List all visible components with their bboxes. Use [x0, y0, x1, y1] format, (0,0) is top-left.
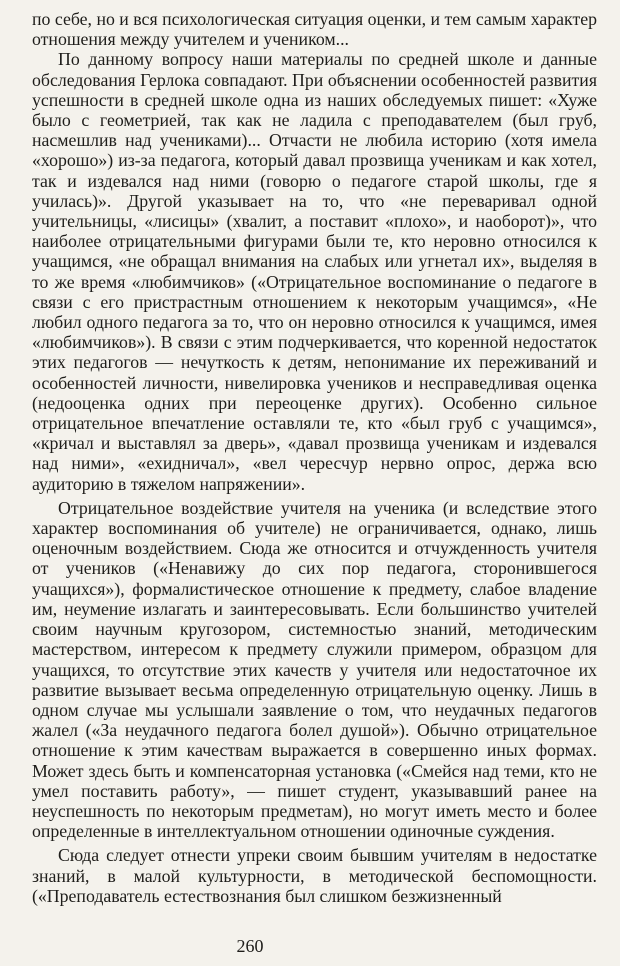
paragraph: Сюда следует отнести упреки своим бывшим учителям в недостатке знаний, в малой культурности, в методической беспомощности. («Преподаватель естествознания был слишком безжизненный [32, 845, 597, 906]
body-text [32, 9, 597, 906]
paragraph-continuation: по себе, но и вся психологическая ситуация оценки, и тем самым характер отношения между учителем и учеником... [32, 9, 598, 50]
paragraph: По данному вопросу наши материалы по средней школе и данные обследования Герлока совпадают. При объяснении особенностей развития успешности в средней школе одна из наших обследуемых пишет: «Хуже было с геометрией, так как не ладила с преподавателем (был груб, насмешлив над учениками)... Отчасти не любила историю (хотя имела «хорошо») из-за педагога, который давал прозвища ученикам и как хотел, так и издевался над ними (говорю о педагоге старой школы, где я училась)». Другой указывает на то, что «не переваривал одной учительницы, «лисицы» (хвалит, а поставит «плохо», и наоборот)», что наиболее отрицательными фигурами были те, кто неровно относился к учащимся, «не обращал внимания на слабых или угнетал их», выделяя в то же время «любимчиков» («Отрицательное воспоминание о педагоге в связи с его пристрастным отношением к некоторым учащимся», «Не любил одного педагога за то, что он неровно относился к учащимся, имея «любимчиков»). В связи с этим подчеркивается, что коренной недостаток этих педагогов — нечуткость к детям, непонимание их переживаний и особенностей личности, нивелировка учеников и несправедливая оценка (недооценка одних при переоценке других). Особенно сильное отрицательное впечатление оставляли те, кто «был груб с учащимся», «кричал и выставлял за дверь», «давал прозвища ученикам и издевался над ними», «ехидничал», «вел чересчур нервно опрос, держа всю аудиторию в тяжелом напряжении». [32, 49, 597, 494]
paragraph: Отрицательное воздействие учителя на ученика (и вследствие этого характер воспоминания об учителе) не ограничивается, однако, лишь оценочным воздействием. Сюда же относится и отчужденность учителя от учеников («Ненавижу до сих пор педагога, сторонившегося учащихся»), формалистическое отношение к предмету, слабое владение им, неумение излагать и заинтересовывать. Если большинство учителей своим научным кругозором, системностью знаний, методическим мастерством, интересом к предмету служили примером, образцом для учащихся, то отсутствие этих качеств у учителя или недостаточное их развитие вызывает весьма определенную отрицательную оценку. Лишь в одном случае мы услышали заявление о том, что неудачных педагогов жалел («За неудачного педагога болел душой»). Обычно отрицательное отношение к этим качествам выражается в совершенно иных формах. Может здесь быть и компенсаторная установка («Смейся над теми, кто не умел поставить работу», — пишет студент, указывавший ранее на неуспешность по некоторым предметам), но могут иметь место и более определенные в интеллектуальном отношении одиночные суждения. [32, 497, 597, 842]
page-number: 260 [236, 936, 264, 956]
